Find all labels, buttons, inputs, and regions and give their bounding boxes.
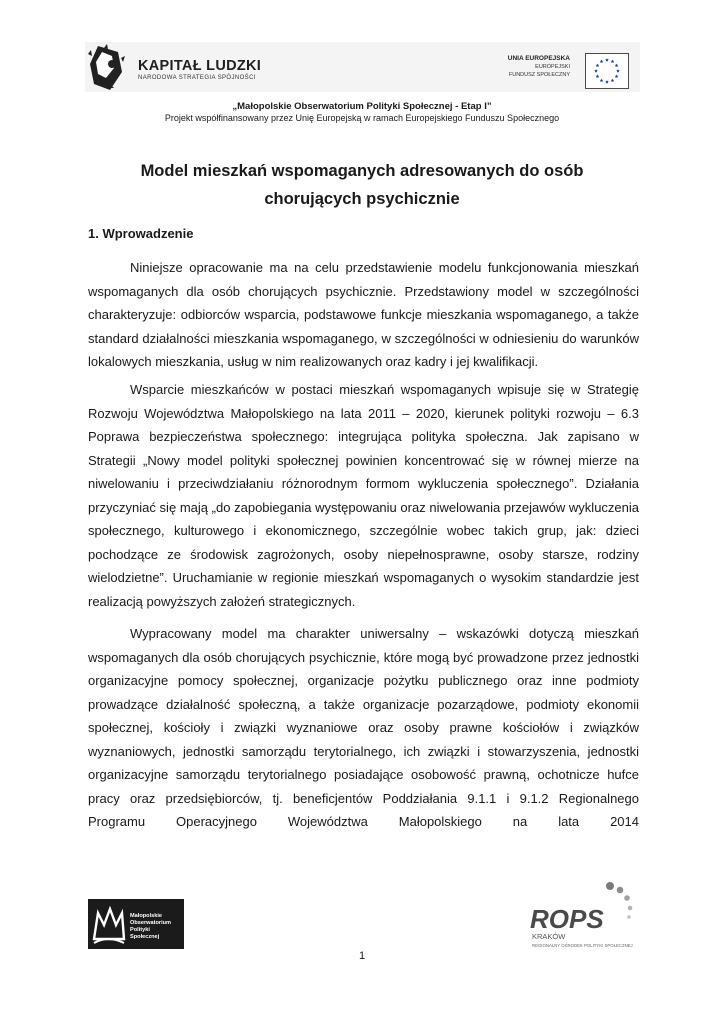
mops-logo — [88, 899, 184, 949]
paragraph-1: Niniejsze opracowanie ma na celu przedstawienie modelu funkcjonowania mieszkań wspomaganych dla osób chorujących psychicznie. Przedstawiony model w szczególności charakteryzuje: odbiorców wsparcia, podstawowe funkcje mieszkania wspomaganego, a także standard działalności mieszkania wspomaganego, w szczególności w odniesieniu do warunków lokalowych mieszkania, usług w nim realizowanych oraz kadry i jej kwalifikacji. — [88, 260, 639, 369]
eu-line-1: EUROPEJSKI — [535, 64, 570, 70]
mops-line-2: Obserwatorium — [130, 920, 172, 926]
kapital-ludzki-subtitle: NARODOWA STRATEGIA SPÓJNOŚCI — [138, 75, 256, 81]
section-heading: 1. Wprowadzenie — [88, 226, 194, 241]
eu-flag-icon — [585, 53, 629, 89]
rops-logo — [526, 878, 644, 950]
kapital-ludzki-logo-icon — [88, 44, 126, 92]
rops-full-name: REGIONALNY OŚRODEK POLITYKI SPOŁECZNEJ — [532, 943, 633, 948]
document-title-line-1: Model mieszkań wspomaganych adresowanych do osób — [140, 162, 584, 180]
kapital-ludzki-title: KAPITAŁ LUDZKI — [138, 58, 262, 74]
eu-line-2: FUNDUSZ SPOŁECZNY — [508, 72, 570, 78]
document-title — [0, 157, 724, 213]
mops-line-4: Społecznej — [130, 934, 160, 940]
eu-title: UNIA EUROPEJSKA — [507, 55, 570, 62]
page-number: 1 — [358, 950, 366, 962]
rops-city: KRAKÓW — [532, 932, 566, 941]
paragraph-2: Wsparcie mieszkańców w postaci mieszkań wspomaganych wpisuje się w Strategię Rozwoju Województwa Małopolskiego na lata 2011 – 2020, kierunek polityki rozwoju – 6.3 Poprawa bezpieczeństwa społecznego: integrująca polityka społeczna. Jak zapisano w Strategii „Nowy model polityki społecznej powinien koncentrować się w równej mierze na niwelowaniu i przeciwdziałaniu różnorodnym formom wykluczenia społecznego”. Działania przyczyniać się mają „do zapobiegania występowaniu oraz niwelowania przejawów wykluczenia społecznego, kulturowego i ekonomicznego, szczególnie wobec takich grup, jak: dzieci pochodzące ze środowisk zagrożonych, osoby niepełnosprawne, osoby starsze, rodziny wielodzietne”. Uruchamianie w regionie mieszkań wspomaganych o wysokim standardzie jest realizacją powyższych założeń strategicznych. — [88, 382, 639, 609]
project-title: „Małopolskie Obserwatorium Polityki Społecznej - Etap I” — [232, 101, 492, 112]
project-subtitle: Projekt współfinansowany przez Unię Europejską w ramach Europejskiego Funduszu Społecznego — [164, 113, 560, 123]
rops-name: ROPS — [530, 904, 604, 934]
mops-line-3: Polityki — [130, 927, 150, 933]
document-title-line-2: chorujących psychicznie — [264, 190, 460, 208]
mops-line-1: Małopolskie — [130, 913, 163, 919]
paragraph-3: Wypracowany model ma charakter uniwersalny – wskazówki dotyczą mieszkań wspomaganych dla osób chorujących psychicznie, które mogą być prowadzone przez jednostki organizacyjne pomocy społecznej, organizacje pożytku publicznego oraz inne podmioty prowadzące działalność społeczną, a także organizacje pozarządowe, podmioty ekonomii społecznej, kościoły i związki wyznaniowe oraz osoby prawne kościołów i związków wyznaniowych, jednostki samorządu terytorialnego, ich związki i stowarzyszenia, jednostki organizacyjne samorządu terytorialnego posiadające osobowość prawną, ochotnicze hufce pracy oraz przedsiębiorców, tj. beneficjentów Poddziałania 9.1.1 i 9.1.2 Regionalnego Programu Operacyjnego Województwa Małopolskiego na lata 2014 — [88, 626, 639, 829]
